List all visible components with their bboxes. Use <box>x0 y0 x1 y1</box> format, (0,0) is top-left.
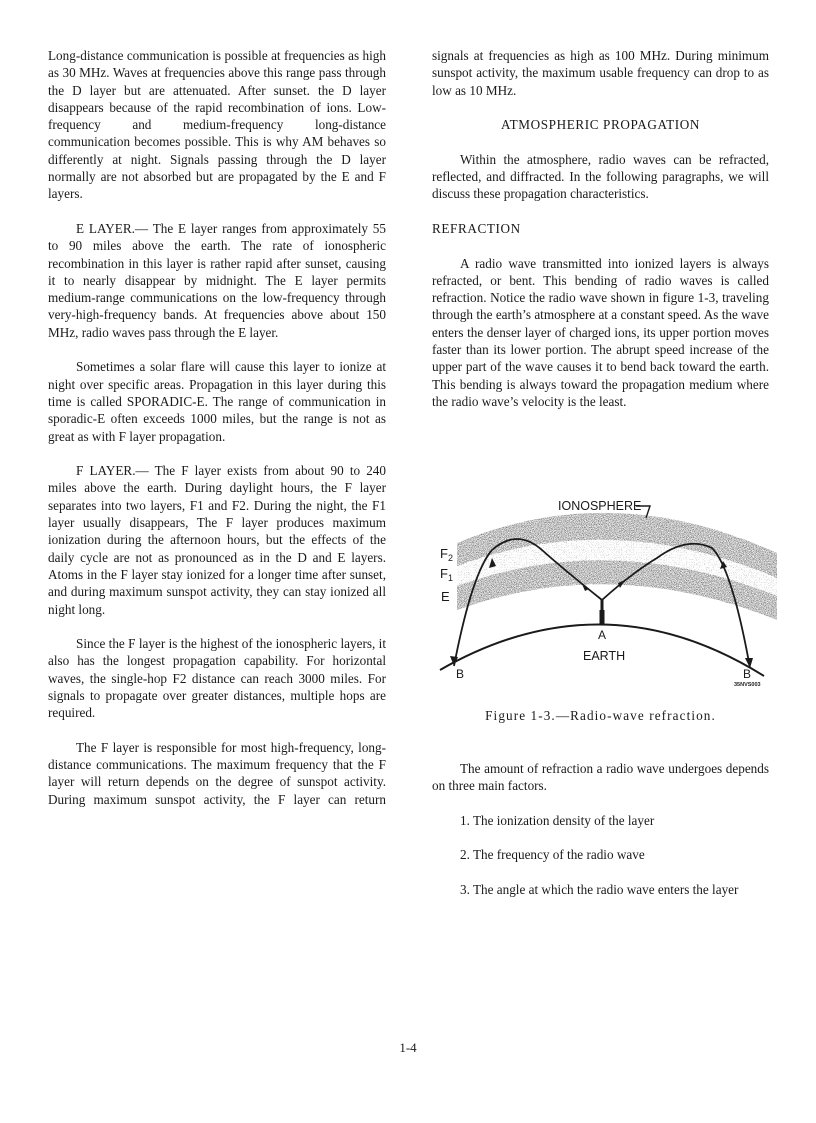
paragraph-f-layer-hf: The F layer is responsible for most high-frequency, long-distance communications. The maximum frequency that the F layer will return depends on the degree of sunspot activity. During maximum sunspot activity, the F layer can return <box>48 739 386 807</box>
left-column <box>48 47 386 825</box>
label-figure-id: 35NVS003 <box>734 682 761 688</box>
paragraph-sporadic-e: Sometimes a solar flare will cause this layer to ionize at night over specific areas. Propagation in this layer during this time is called SPORADIC-E. The range of communication in sporadic-E often exceeds 1000 miles, but the range is not as great as with F layer propagation. <box>48 359 386 444</box>
factor-item-2: 2. The frequency of the radio wave <box>460 847 645 863</box>
label-ionosphere: IONOSPHERE <box>558 499 642 513</box>
label-f1: $F_1$ <box>440 566 453 583</box>
paragraph-continuation: signals at frequencies as high as 100 MHz. During minimum sunspot activity, the maximum usable frequency can drop to as low as 10 MHz. <box>432 48 769 98</box>
figure-radio-wave-refraction <box>432 488 777 688</box>
paragraph-atmosphere-intro: Within the atmosphere, radio waves can be refracted, reflected, and diffracted. In the following paragraphs, we will discuss these propagation characteristics. <box>432 151 769 202</box>
label-e: E <box>441 589 450 604</box>
paragraph-refraction-factors: The amount of refraction a radio wave undergoes depends on three main factors. <box>432 761 769 794</box>
refraction-factors-section <box>432 760 769 916</box>
label-earth: EARTH <box>583 649 626 663</box>
right-column <box>432 47 769 428</box>
antenna-icon <box>600 600 604 624</box>
figure-caption: Figure 1-3.—Radio-wave refraction. <box>485 708 716 723</box>
refraction-diagram <box>432 488 777 688</box>
factor-item-3: 3. The angle at which the radio wave enters the layer <box>460 882 739 898</box>
paragraph-e-layer: E LAYER.— The E layer ranges from approximately 55 to 90 miles above the earth. The rate of ionospheric recombination in this layer is rather rapid after sunset, causing it to nearly disappear by midnight. The E layer permits medium-range communications on the low-frequency through very-high-frequency bands. At frequencies above about 150 MHz, radio waves pass through the E layer. <box>48 220 386 340</box>
paragraph-d-layer-night: Long-distance communication is possible at frequencies as high as 30 MHz. Waves at frequencies above this range pass through the D layer but are attenuated. After sunset. the D layer disappears because of the rapid recombination of ions. Low-frequency and medium-frequency long-distance communication becomes possible. This is why AM behaves so differently at night. Signals passing through the D layer normally are not absorbed but are propagated by the E and F layers. <box>48 48 386 202</box>
subheading-refraction: REFRACTION <box>432 220 521 236</box>
label-b-right: B <box>743 667 752 681</box>
page-number: 1-4 <box>399 1040 417 1055</box>
section-heading-atmospheric-propagation: ATMOSPHERIC PROPAGATION <box>500 117 701 133</box>
label-b-left: B <box>456 667 465 681</box>
arrow-left-down-icon <box>582 584 589 591</box>
paragraph-f-layer: F LAYER.— The F layer exists from about 90 to 240 miles above the earth. During daylight hours, the F layer separates into two layers, F1 and F2. During the night, the F1 layer usually disappears, The F layer produces maximum ionization during the afternoon hours, but the effects of the daily cycle are not as pronounced as in the D and E layers. Atoms in the F layer stay ionized for a longer time after sunset, and during maximum sunspot activity, they can stay ionized all night long. <box>48 463 386 617</box>
paragraph-refraction: A radio wave transmitted into ionized layers is always refracted, or bent. This bending of radio waves is called refraction. Notice the radio wave shown in figure 1-3, traveling through the earth’s atmosphere at a constant speed. As the wave enters the denser layer of charged ions, its upper portion moves faster than its lower portion. The abrupt speed increase of the upper part of the wave causes it to bend back toward the earth. This bending is always toward the propagation medium where the radio wave’s velocity is the least. <box>432 255 769 409</box>
label-a: A <box>598 628 607 642</box>
label-f2: $F_2$ <box>440 546 453 563</box>
factor-item-1: 1. The ionization density of the layer <box>460 812 655 828</box>
paragraph-f-layer-highest: Since the F layer is the highest of the ionospheric layers, it also has the longest propagation capability. For horizontal waves, the single-hop F2 distance can reach 3000 miles. For signals to propagate over greater distances, multiple hops are required. <box>48 636 386 721</box>
